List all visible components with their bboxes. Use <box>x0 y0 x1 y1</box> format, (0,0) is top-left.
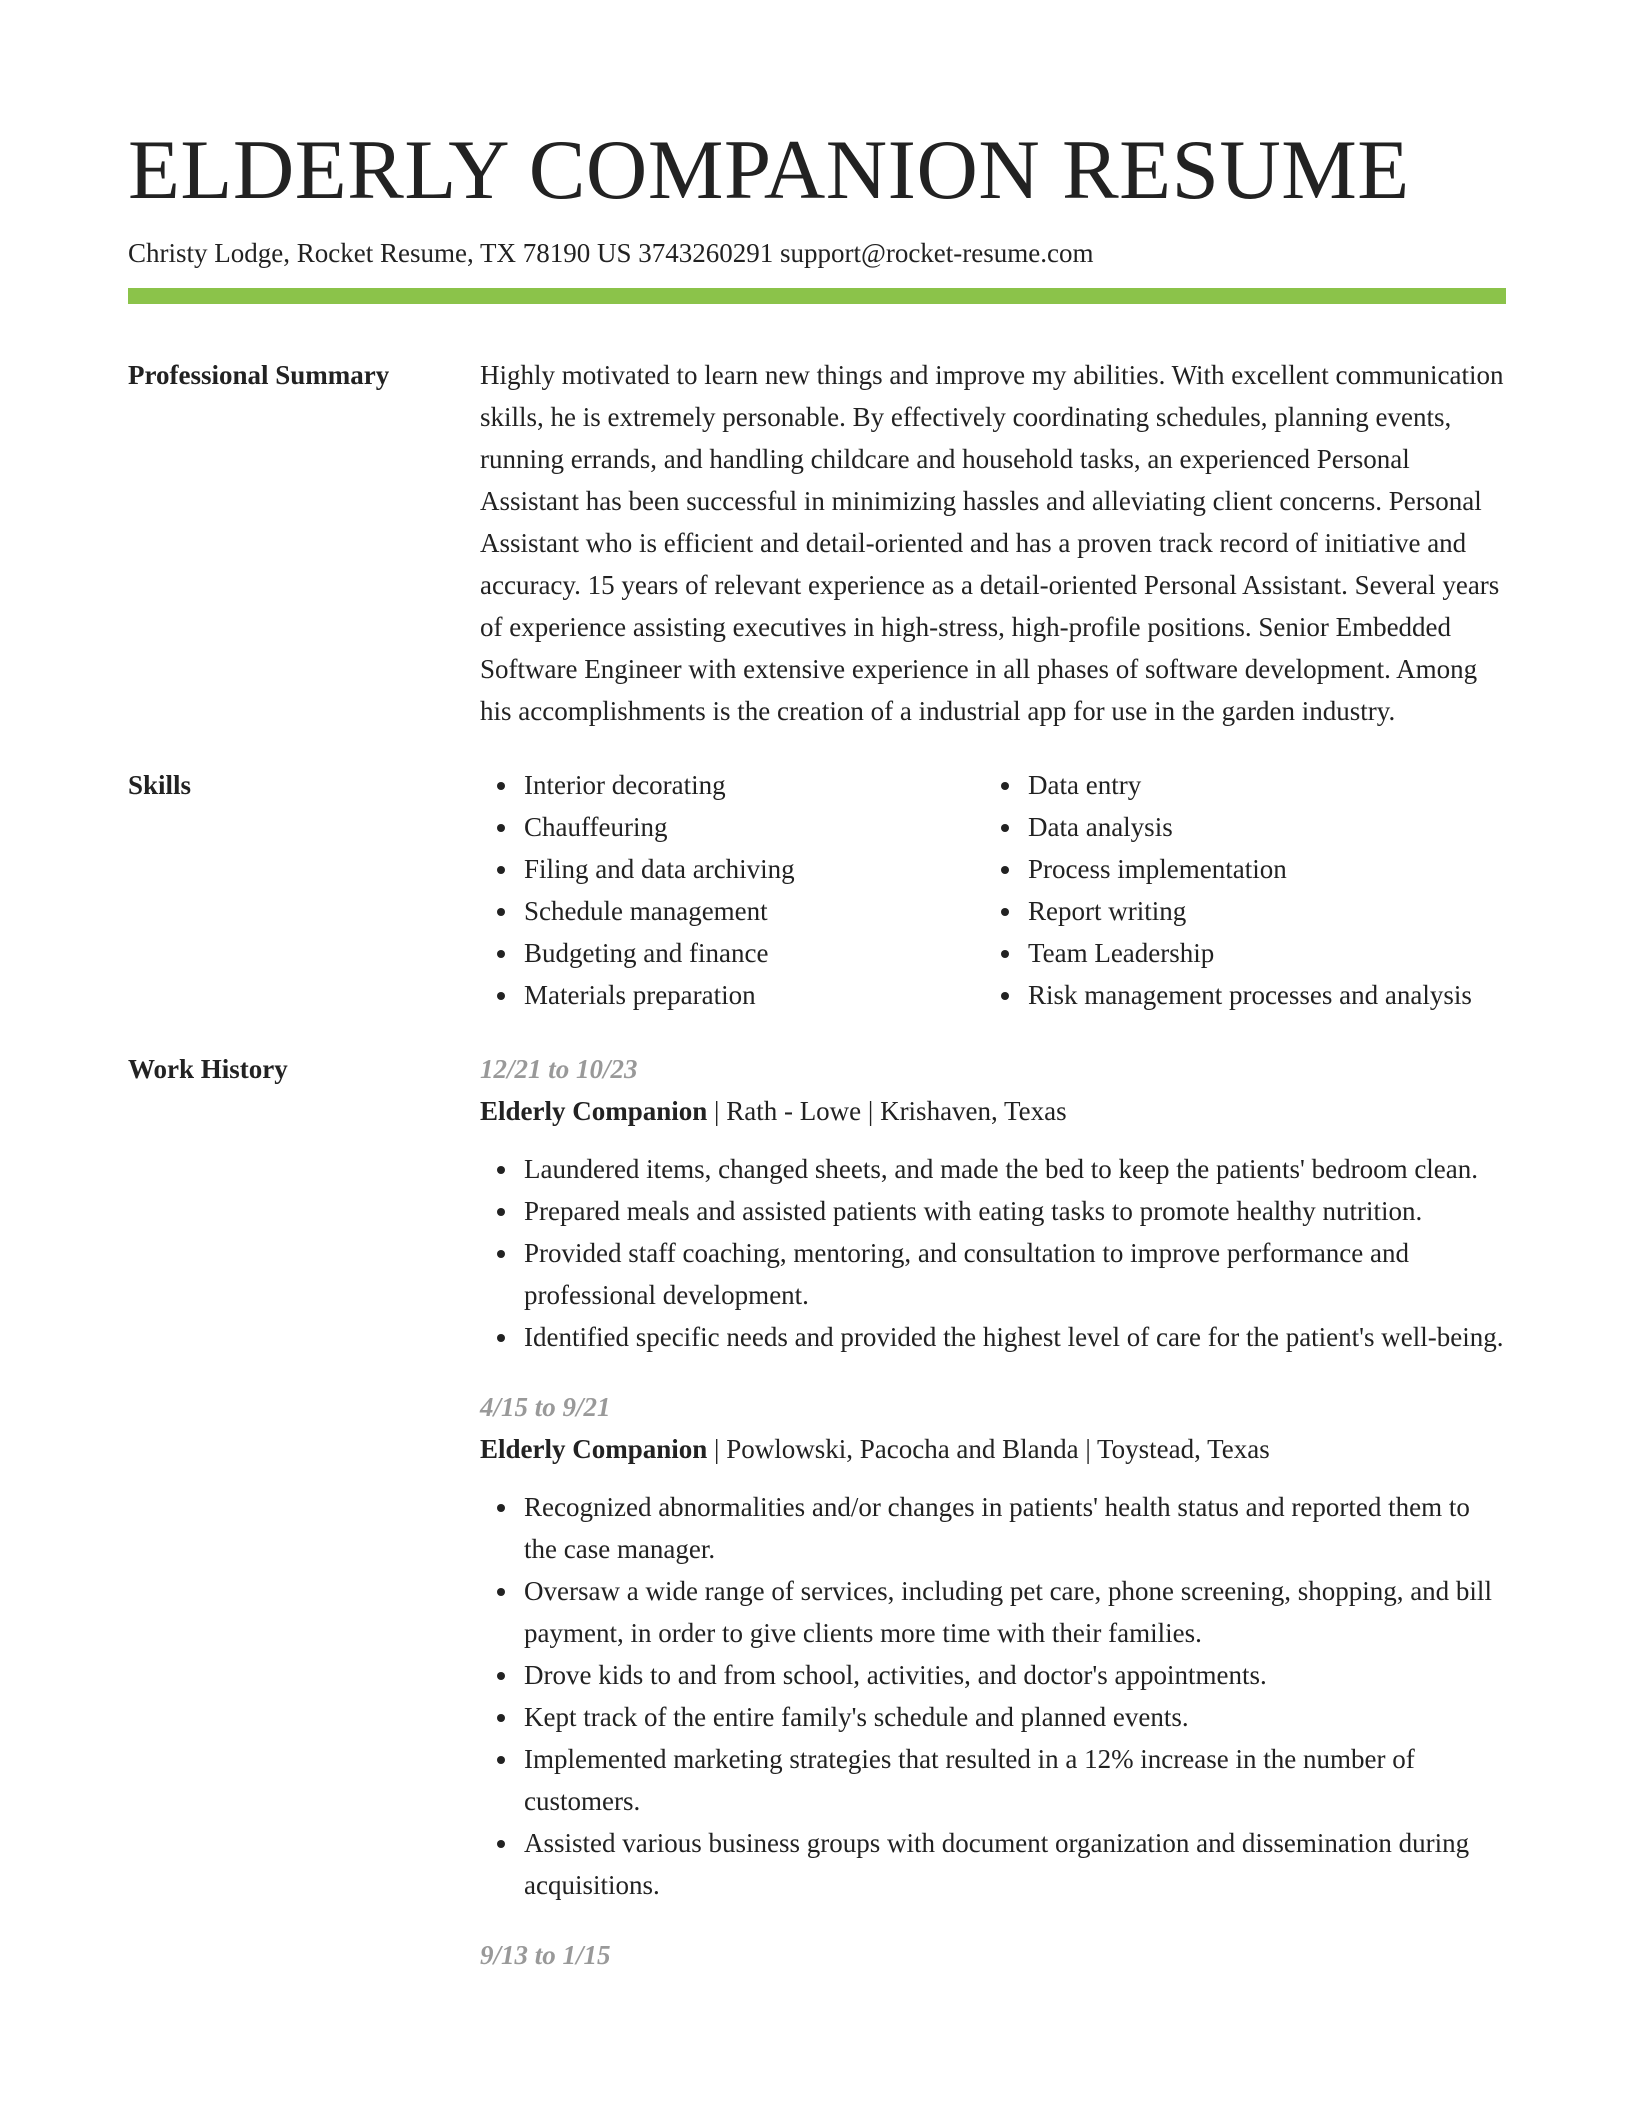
section-label-summary: Professional Summary <box>128 360 390 390</box>
work-history-body <box>480 1048 1506 1976</box>
skill-item: Process implementation <box>984 848 1488 890</box>
work-history-section <box>128 1048 1506 1976</box>
job-entry <box>480 1386 1506 1906</box>
job-task: Kept track of the entire family's schedule and planned events. <box>480 1696 1506 1738</box>
job-task-list <box>480 1486 1506 1906</box>
job-task: Provided staff coaching, mentoring, and consultation to improve performance and professional development. <box>480 1232 1506 1316</box>
resume-title: ELDERLY COMPANION RESUME <box>128 123 1410 217</box>
job-task: Assisted various business groups with document organization and dissemination during acquisitions. <box>480 1822 1506 1906</box>
skills-list-right <box>984 764 1488 1016</box>
resume-page <box>128 0 1506 1976</box>
job-task: Drove kids to and from school, activities, and doctor's appointments. <box>480 1654 1506 1696</box>
job-task-list <box>480 1148 1506 1358</box>
skills-body <box>480 764 1506 1016</box>
summary-section <box>128 354 1506 732</box>
skill-item: Risk management processes and analysis <box>984 974 1488 1016</box>
job-details: | Powlowski, Pacocha and Blanda | Toystead, Texas <box>707 1434 1270 1464</box>
job-heading <box>480 1428 1506 1470</box>
accent-divider <box>128 288 1506 304</box>
skill-item: Report writing <box>984 890 1488 932</box>
job-dates: 4/15 to 9/21 <box>480 1392 611 1422</box>
skill-item: Materials preparation <box>480 974 984 1016</box>
job-entry <box>480 1048 1506 1358</box>
skills-columns <box>480 764 1506 1016</box>
summary-body <box>480 354 1506 732</box>
skill-item: Budgeting and finance <box>480 932 984 974</box>
job-dates: 9/13 to 1/15 <box>480 1940 611 1970</box>
job-title: Elderly Companion <box>480 1434 708 1464</box>
job-details: | Rath - Lowe | Krishaven, Texas <box>707 1096 1067 1126</box>
contact-line: Christy Lodge, Rocket Resume, TX 78190 US 3743260291 support@rocket-resume.com <box>128 238 1094 268</box>
skills-section <box>128 764 1506 1016</box>
job-task: Oversaw a wide range of services, including pet care, phone screening, shopping, and bill payment, in order to give clients more time with their families. <box>480 1570 1506 1654</box>
section-label-work-history: Work History <box>128 1054 288 1084</box>
job-dates: 12/21 to 10/23 <box>480 1054 638 1084</box>
skill-item: Data entry <box>984 764 1488 806</box>
skill-item: Chauffeuring <box>480 806 984 848</box>
job-entry <box>480 1934 1506 1976</box>
skill-item: Filing and data archiving <box>480 848 984 890</box>
job-task: Prepared meals and assisted patients with eating tasks to promote healthy nutrition. <box>480 1190 1506 1232</box>
job-heading <box>480 1090 1506 1132</box>
job-task: Laundered items, changed sheets, and made the bed to keep the patients' bedroom clean. <box>480 1148 1506 1190</box>
skill-item: Data analysis <box>984 806 1488 848</box>
job-task: Recognized abnormalities and/or changes in patients' health status and reported them to the case manager. <box>480 1486 1506 1570</box>
skill-item: Interior decorating <box>480 764 984 806</box>
skills-list-left <box>480 764 984 1016</box>
skill-item: Team Leadership <box>984 932 1488 974</box>
job-task: Identified specific needs and provided the highest level of care for the patient's well-being. <box>480 1316 1506 1358</box>
job-title: Elderly Companion <box>480 1096 708 1126</box>
job-task: Implemented marketing strategies that resulted in a 12% increase in the number of customers. <box>480 1738 1506 1822</box>
skill-item: Schedule management <box>480 890 984 932</box>
section-label-skills: Skills <box>128 770 192 800</box>
summary-text: Highly motivated to learn new things and improve my abilities. With excellent communication skills, he is extremely personable. By effectively coordinating schedules, planning events, running errands, and handling childcare and household tasks, an experienced Personal Assistant has been successful in minimizing hassles and alleviating client concerns. Personal Assistant who is efficient and detail-oriented and has a proven track record of initiative and accuracy. 15 years of relevant experience as a detail-oriented Personal Assistant. Several years of experience assisting executives in high-stress, high-profile positions. Senior Embedded Software Engineer with extensive experience in all phases of software development. Among his accomplishments is the creation of a industrial app for use in the garden industry. <box>480 360 1504 726</box>
